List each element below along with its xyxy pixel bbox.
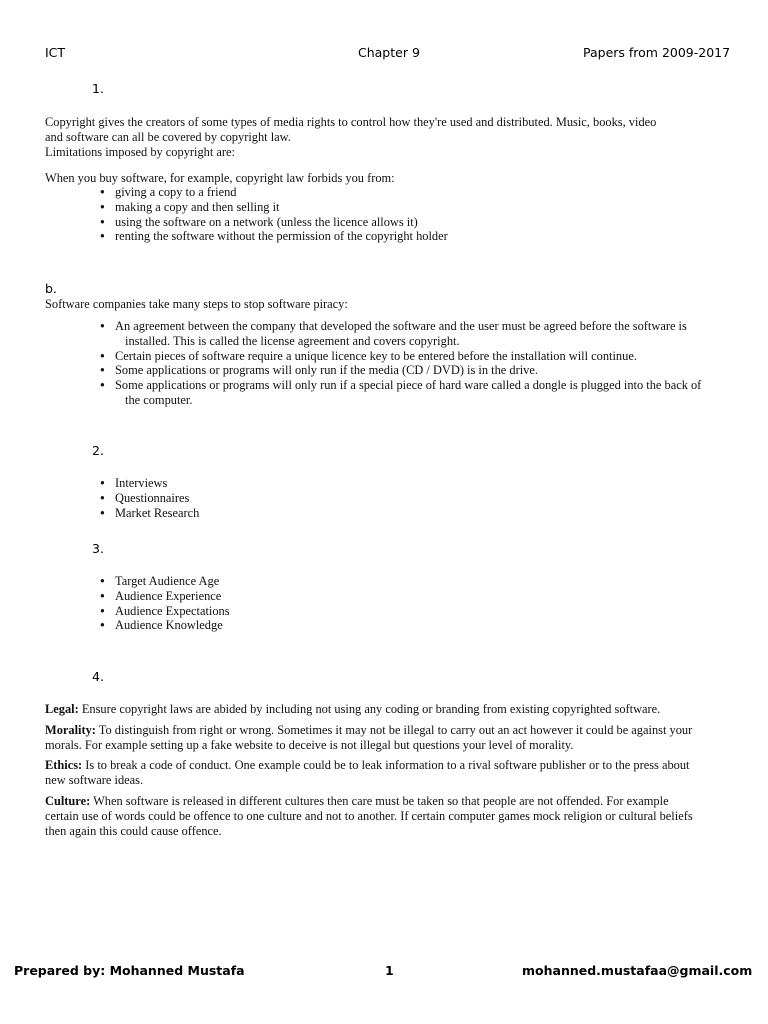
list-item-line2: the computer. <box>125 392 193 407</box>
culture-text-line1: When software is released in different cultures then care must be taken so that people are not offended. For example <box>90 794 669 808</box>
list-item-line1: ● Certain pieces of software require a unique licence key to be entered before the installation will continue. <box>115 348 637 363</box>
footer-page-number: 1 <box>385 963 394 978</box>
list-item-line2: installed. This is called the license agreement and covers copyright. <box>125 333 460 348</box>
q4-legal-paragraph <box>45 702 735 717</box>
q1-buy-intro: When you buy software, for example, copyright law forbids you from: <box>45 171 395 185</box>
list-item: ● Interviews <box>115 476 735 491</box>
q1-intro-line2: and software can all be covered by copyright law. <box>45 129 291 144</box>
q4-number: 4. <box>92 669 104 684</box>
list-item: ● using the software on a network (unless the licence allows it) <box>115 215 735 230</box>
ethics-text-line1: Is to break a code of conduct. One example could be to leak information to a rival software publisher or to the press about <box>82 758 690 772</box>
list-item: ● Target Audience Age <box>115 574 735 589</box>
list-item <box>115 363 735 378</box>
list-item: ● making a copy and then selling it <box>115 200 735 215</box>
list-item <box>115 319 735 349</box>
q4-ethics-paragraph <box>45 758 735 788</box>
q4-morality-paragraph <box>45 723 735 753</box>
list-item: ● Audience Knowledge <box>115 618 735 633</box>
q3-number: 3. <box>92 541 104 556</box>
list-item: ● Questionnaires <box>115 491 735 506</box>
legal-text: Ensure copyright laws are abided by including not using any coding or branding from existing copyrighted software. <box>78 702 661 716</box>
ethics-text-line2: new software ideas. <box>45 772 144 787</box>
list-item: ● Market Research <box>115 506 735 521</box>
list-item: ● renting the software without the permission of the copyright holder <box>115 229 735 244</box>
footer-author: Prepared by: Mohanned Mustafa <box>14 963 245 978</box>
morality-label: Morality: <box>45 723 96 737</box>
list-item-line1: ● Some applications or programs will only run if a special piece of hard ware called a dongle is plugged into the back of <box>115 378 702 393</box>
list-item-line1: ● Some applications or programs will only run if the media (CD / DVD) is in the drive. <box>115 363 538 378</box>
morality-text-line2: morals. For example setting up a fake website to deceive is not illegal but questions your level of morality. <box>45 737 574 752</box>
header-subject: ICT <box>45 45 66 60</box>
list-item: ● giving a copy to a friend <box>115 185 735 200</box>
q1-intro-line3: Limitations imposed by copyright are: <box>45 144 235 159</box>
culture-label: Culture: <box>45 794 91 808</box>
list-item <box>115 349 735 364</box>
culture-text-line2: certain use of words could be offence to one culture and not to another. If certain computer games mock religion or cultural beliefs <box>45 808 693 823</box>
culture-text-line3: then again this could cause offence. <box>45 823 222 838</box>
q2-bullet-list <box>115 476 735 520</box>
header-papers-range: Papers from 2009-2017 <box>583 45 731 60</box>
q1b-bullet-list <box>115 319 735 408</box>
q2-number: 2. <box>92 443 104 458</box>
list-item <box>115 378 735 408</box>
list-item: ● Audience Expectations <box>115 604 735 619</box>
list-item-line1: ● An agreement between the company that developed the software and the user must be agreed before the software is <box>115 319 687 333</box>
q3-bullet-list <box>115 574 735 633</box>
q1-intro-line1: Copyright gives the creators of some types of media rights to control how they're used and distributed. Music, books, video <box>45 115 657 129</box>
header-chapter: Chapter 9 <box>358 45 420 60</box>
q4-culture-paragraph <box>45 794 735 838</box>
list-item: ● Audience Experience <box>115 589 735 604</box>
q1b-label: b. <box>45 281 57 296</box>
ethics-label: Ethics: <box>45 758 83 772</box>
q1b-intro: Software companies take many steps to stop software piracy: <box>45 297 348 311</box>
footer-email: mohanned.mustafaa@gmail.com <box>522 963 753 978</box>
q1-intro <box>45 115 735 159</box>
q1-bullet-list <box>115 185 735 244</box>
legal-label: Legal: <box>45 702 79 716</box>
morality-text-line1: To distinguish from right or wrong. Sometimes it may not be illegal to carry out an act however it could be against your <box>95 723 693 737</box>
q1-number: 1. <box>92 81 104 96</box>
